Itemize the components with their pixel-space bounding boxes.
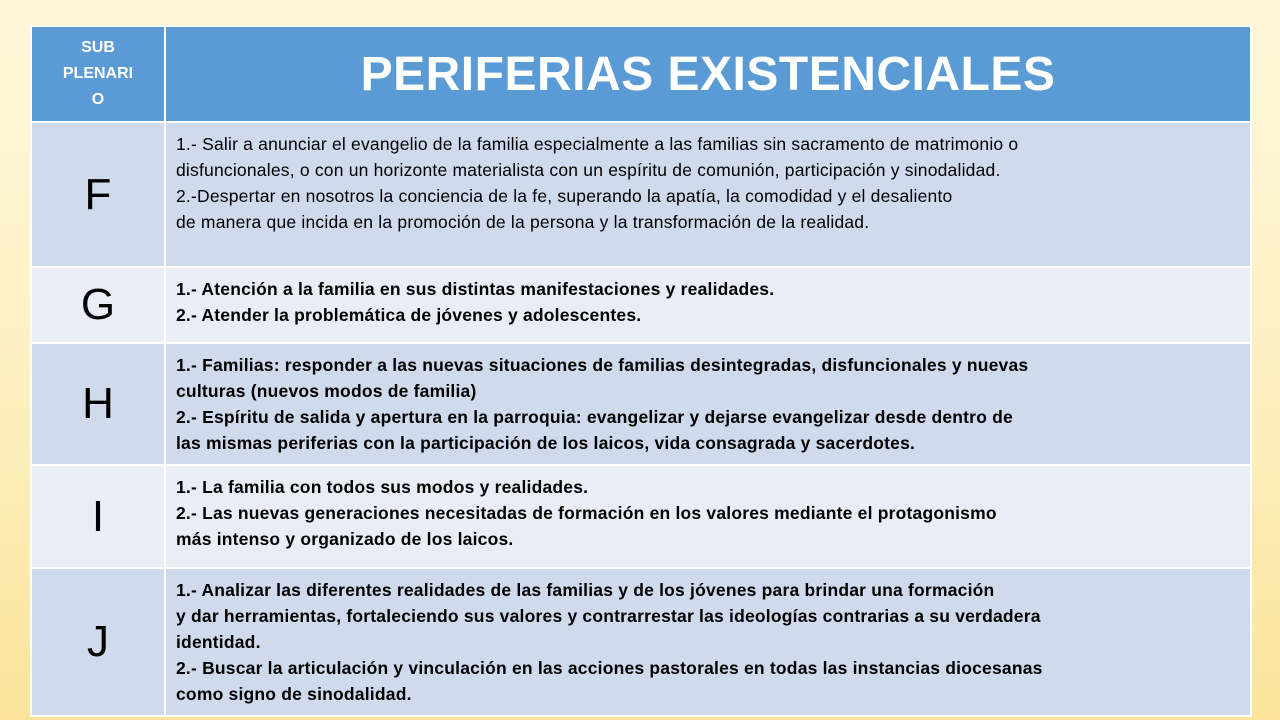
row-letter: H <box>31 343 165 465</box>
row-letter: J <box>31 568 165 716</box>
row-line: 1.- La familia con todos sus modos y realidades. <box>176 477 589 497</box>
row-line: 2.- Espíritu de salida y apertura en la parroquia: evangelizar y dejarse evangelizar desde dentro de <box>176 407 1013 427</box>
row-line: disfuncionales, o con un horizonte materialista con un espíritu de comunión, participación y sinodalidad. <box>176 160 1001 180</box>
row-text <box>165 122 1251 267</box>
header-label: SUB PLENARI O <box>31 26 165 122</box>
page-title: PERIFERIAS EXISTENCIALES <box>165 26 1251 122</box>
row-line: 2.- Buscar la articulación y vinculación en las acciones pastorales en todas las instancias diocesanas <box>176 658 1043 678</box>
row-line: más intenso y organizado de los laicos. <box>176 529 514 549</box>
row-line: 2.- Atender la problemática de jóvenes y adolescentes. <box>176 305 642 325</box>
row-line: 1.- Analizar las diferentes realidades de las familias y de los jóvenes para brindar una formación <box>176 580 995 600</box>
row-text <box>165 343 1251 465</box>
row-line: culturas (nuevos modos de familia) <box>176 381 477 401</box>
row-text <box>165 267 1251 343</box>
row-line: 1.- Familias: responder a las nuevas situaciones de familias desintegradas, disfuncionales y nuevas <box>176 355 1029 375</box>
table-row <box>31 465 1251 568</box>
row-line: 1.- Salir a anunciar el evangelio de la familia especialmente a las familias sin sacramento de matrimonio o <box>176 134 1019 154</box>
row-letter: F <box>31 122 165 267</box>
row-line: como signo de sinodalidad. <box>176 684 412 704</box>
row-letter: I <box>31 465 165 568</box>
row-line: 2.-Despertar en nosotros la conciencia de la fe, superando la apatía, la comodidad y el desaliento <box>176 186 953 206</box>
row-line: de manera que incida en la promoción de la persona y la transformación de la realidad. <box>176 212 870 232</box>
table-row <box>31 568 1251 716</box>
row-text <box>165 568 1251 716</box>
row-text <box>165 465 1251 568</box>
row-line: 2.- Las nuevas generaciones necesitadas de formación en los valores mediante el protagonismo <box>176 503 997 523</box>
table-row <box>31 343 1251 465</box>
periferias-table <box>30 25 1252 717</box>
header-row <box>31 26 1251 122</box>
row-line: y dar herramientas, fortaleciendo sus valores y contrarrestar las ideologías contrarias a su verdadera <box>176 606 1041 626</box>
table-row <box>31 267 1251 343</box>
row-line: las mismas periferias con la participación de los laicos, vida consagrada y sacerdotes. <box>176 433 916 453</box>
row-line: identidad. <box>176 632 261 652</box>
row-line: 1.- Atención a la familia en sus distintas manifestaciones y realidades. <box>176 279 775 299</box>
row-letter: G <box>31 267 165 343</box>
table-row <box>31 122 1251 267</box>
